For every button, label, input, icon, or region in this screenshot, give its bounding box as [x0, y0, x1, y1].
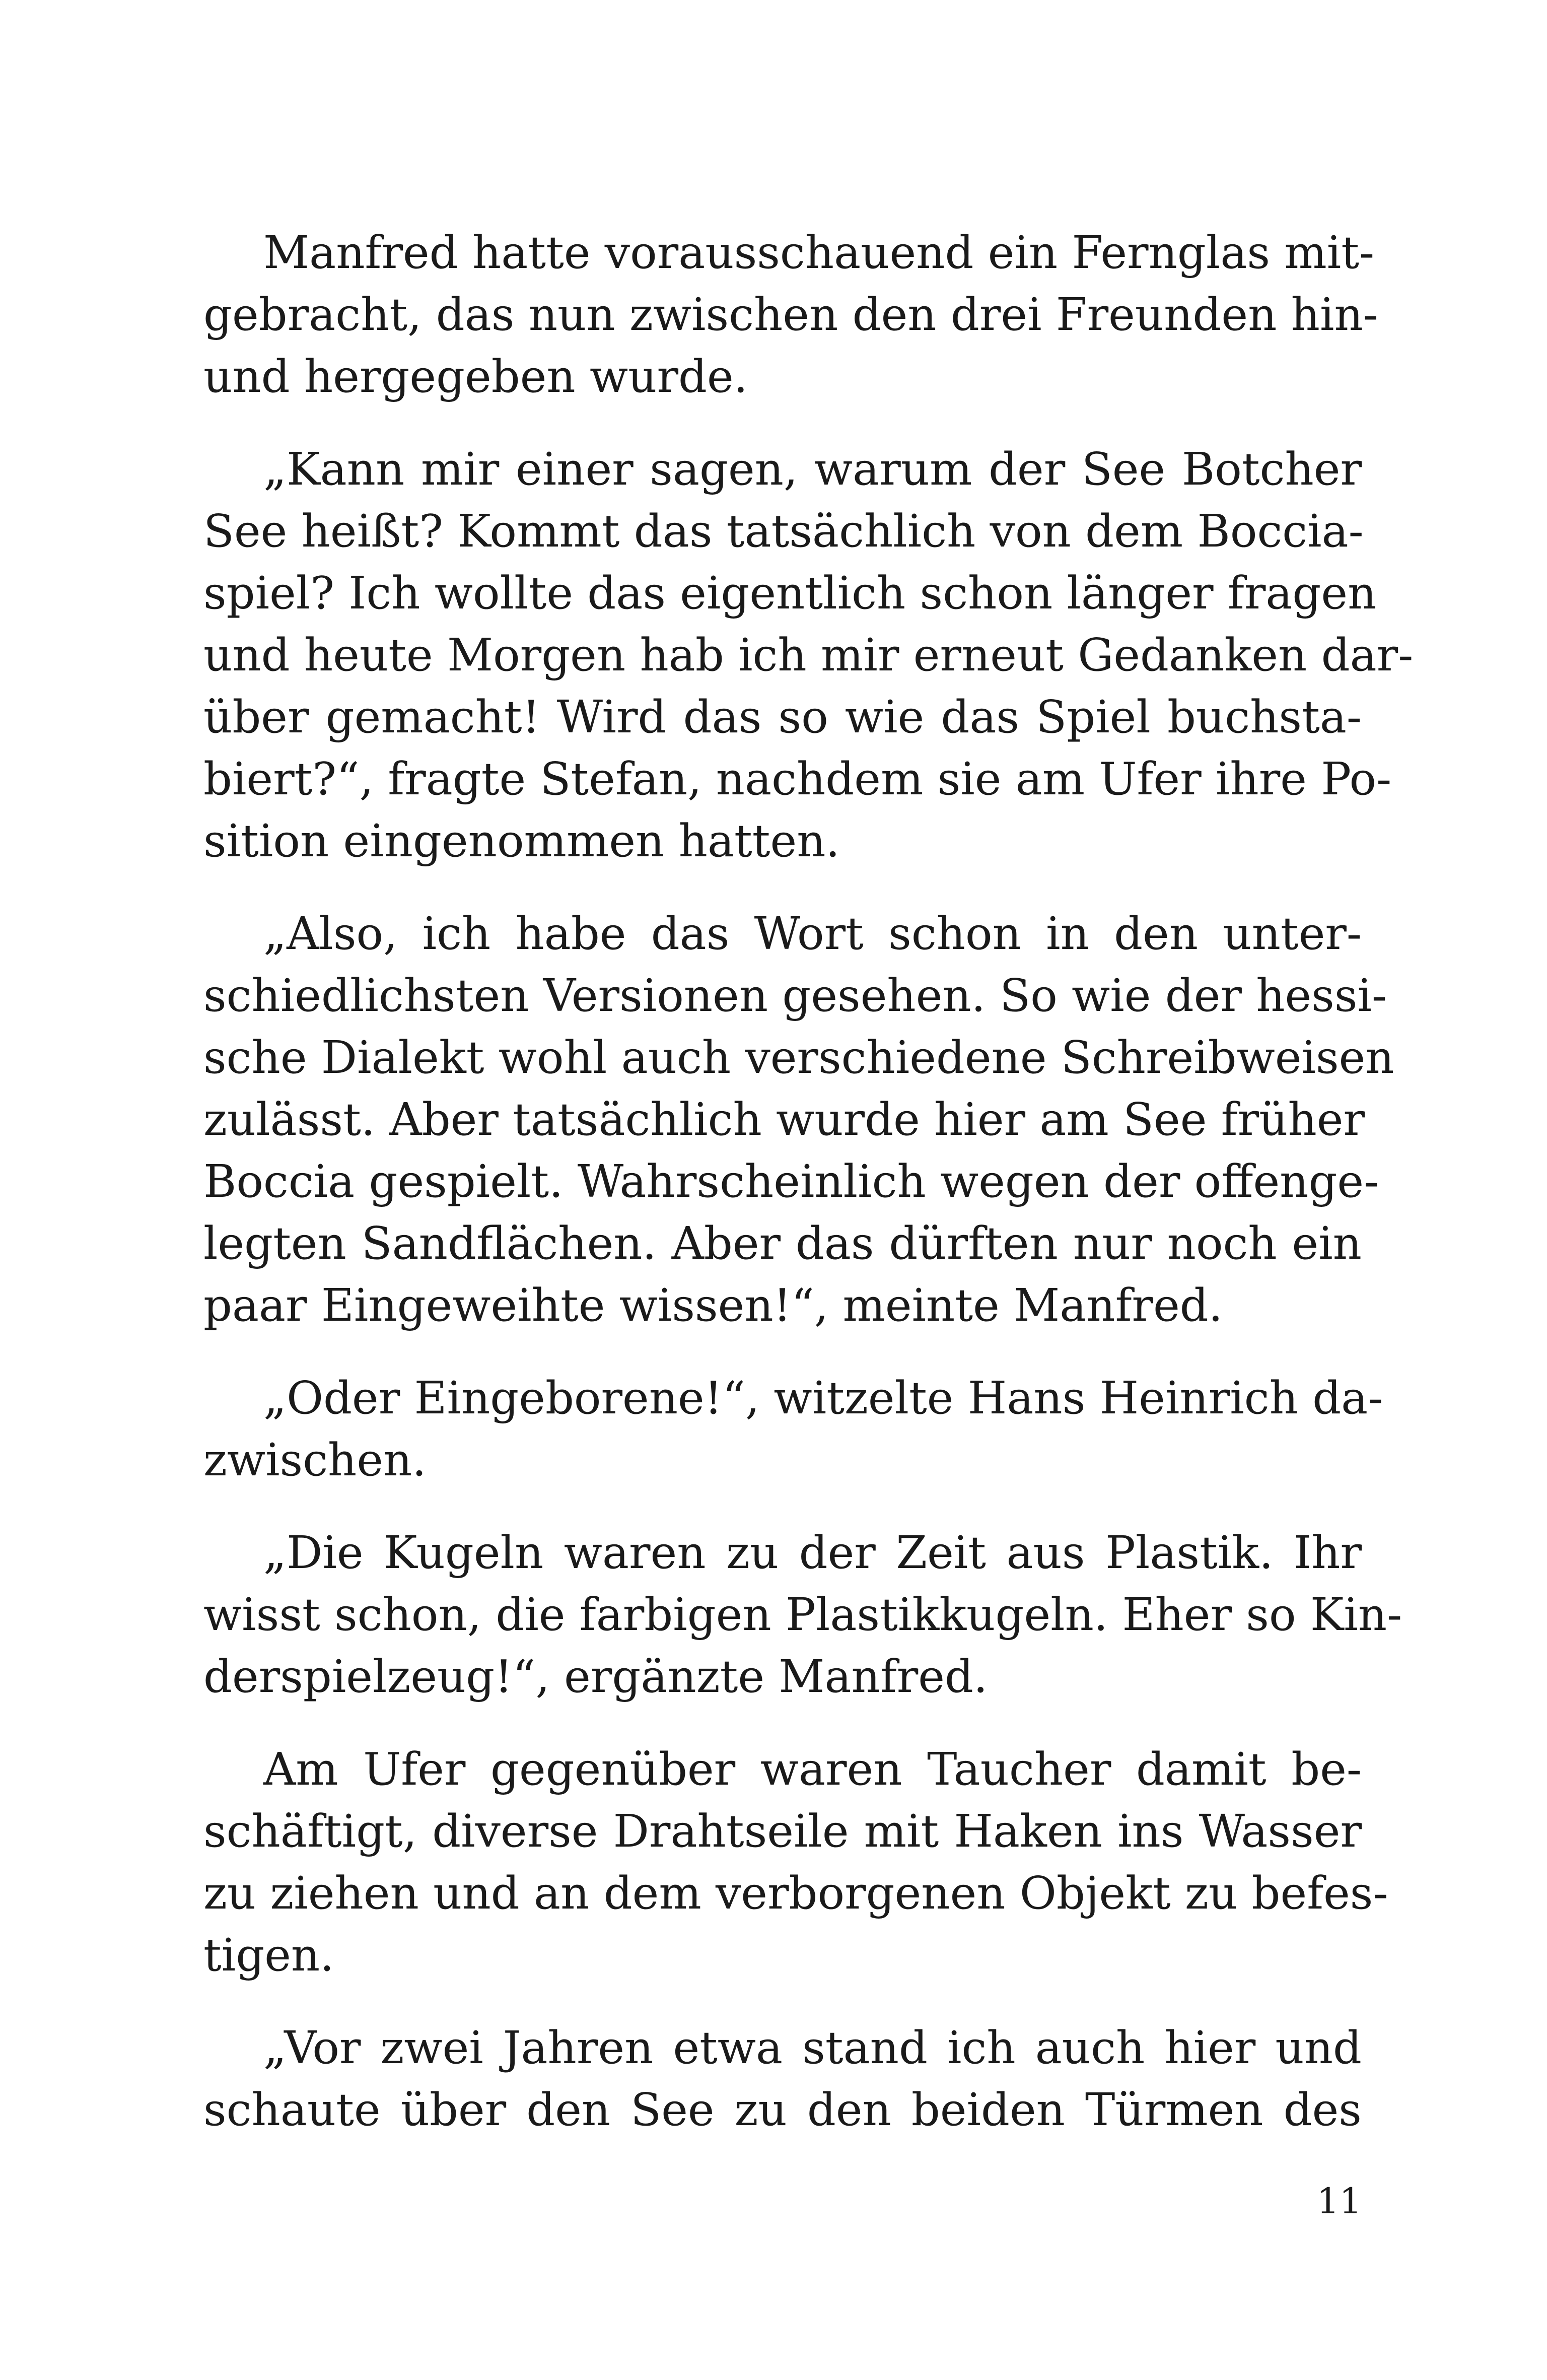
text-line: „Vor zwei Jahren etwa stand ich auch hier und	[263, 2021, 1362, 2074]
paragraph	[203, 1522, 1402, 1708]
body-text	[203, 222, 1414, 2171]
text-line: Manfred hatte vorausschauend ein Fernglas mit-	[263, 226, 1375, 279]
paragraph	[203, 1367, 1383, 1491]
text-line: zwischen.	[203, 1434, 427, 1486]
text-line: gebracht, das nun zwischen den drei Freunden hin-	[203, 288, 1378, 341]
text-line: Am Ufer gegenüber waren Taucher damit be-	[263, 1743, 1362, 1795]
text-line: spiel? Ich wollte das eigentlich schon länger fragen	[203, 567, 1377, 619]
text-line: derspielzeug!“, ergänzte Manfred.	[203, 1650, 988, 1703]
paragraph	[203, 2017, 1362, 2141]
text-line: sition eingenommen hatten.	[203, 814, 840, 867]
paragraph	[203, 1738, 1388, 1986]
text-line: wisst schon, die farbigen Plastikkugeln. Eher so Kin-	[203, 1588, 1402, 1641]
text-line: schaute über den See zu den beiden Türmen des	[203, 2083, 1362, 2136]
text-line: „Die Kugeln waren zu der Zeit aus Plastik. Ihr	[263, 1526, 1362, 1579]
text-line: und hergegeben wurde.	[203, 350, 748, 402]
text-line: sche Dialekt wohl auch verschiedene Schreibweisen	[203, 1031, 1394, 1083]
paragraph	[203, 903, 1394, 1336]
text-line: paar Eingeweihte wissen!“, meinte Manfred.	[203, 1279, 1223, 1331]
text-line: „Also, ich habe das Wort schon in den unter-	[263, 907, 1362, 960]
text-line: zulässt. Aber tatsächlich wurde hier am See früher	[203, 1093, 1365, 1145]
page-number: 11	[1316, 2181, 1362, 2222]
text-line: zu ziehen und an dem verborgenen Objekt zu befes-	[203, 1867, 1388, 1919]
text-line: legten Sandflächen. Aber das dürften nur noch ein	[203, 1217, 1362, 1269]
paragraph	[203, 222, 1378, 407]
text-line: „Oder Eingeborene!“, witzelte Hans Heinrich da-	[263, 1372, 1383, 1424]
text-line: See heißt? Kommt das tatsächlich von dem Boccia-	[203, 505, 1364, 557]
text-line: biert?“, fragte Stefan, nachdem sie am Ufer ihre Po-	[203, 753, 1392, 805]
text-line: Boccia gespielt. Wahrscheinlich wegen der offenge-	[203, 1155, 1379, 1207]
text-line: schiedlichsten Versionen gesehen. So wie der hessi-	[203, 969, 1387, 1022]
paragraph	[203, 438, 1414, 872]
text-line: tigen.	[203, 1929, 334, 1981]
text-line: über gemacht! Wird das so wie das Spiel buchsta-	[203, 691, 1362, 743]
text-line: schäftigt, diverse Drahtseile mit Haken ins Wasser	[203, 1805, 1362, 1857]
text-line: und heute Morgen hab ich mir erneut Gedanken dar-	[203, 629, 1414, 681]
text-line: „Kann mir einer sagen, warum der See Botcher	[263, 443, 1362, 495]
